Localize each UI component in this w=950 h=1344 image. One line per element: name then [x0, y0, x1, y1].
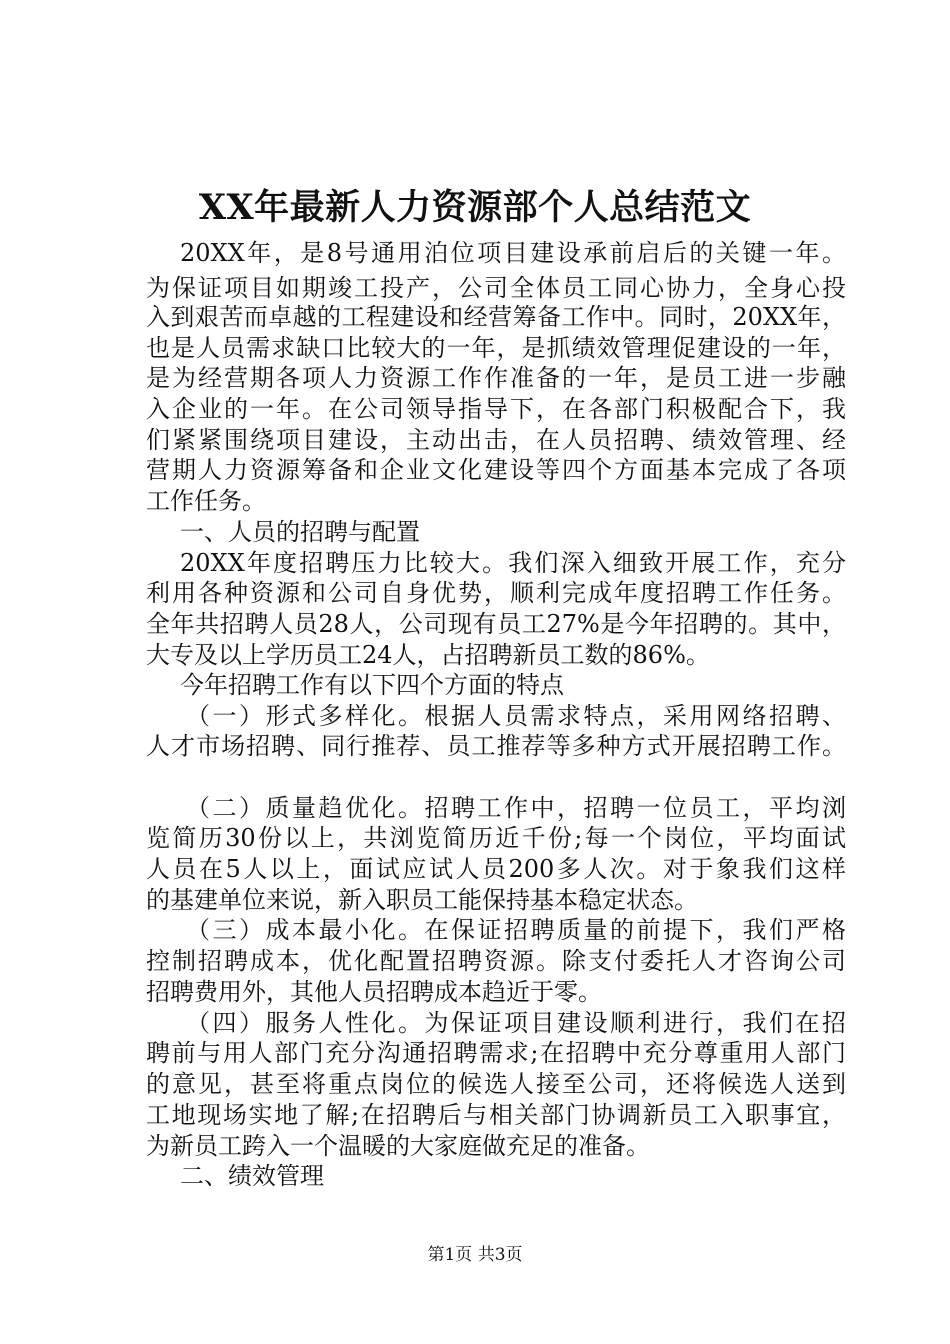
text-line: 是为经营期各项人力资源工作作准备的一年，是员工进一步融	[146, 364, 846, 392]
page-footer: 第1页 共3页	[427, 1245, 523, 1265]
text-line: （三）成本最小化。在保证招聘质量的前提下，我们严格	[186, 916, 846, 944]
text-line: 今年招聘工作有以下四个方面的特点	[180, 671, 564, 699]
text-line: 招聘费用外，其他人员招聘成本趋近于零。	[146, 978, 602, 1006]
text-line: 为新员工跨入一个温暖的大家庭做充足的准备。	[146, 1132, 650, 1160]
document-title: XX年最新人力资源部个人总结范文	[198, 187, 752, 228]
text-line: 的基建单位来说，新入职员工能保持基本稳定状态。	[146, 886, 698, 914]
text-line: 聘前与用人部门充分沟通招聘需求;在招聘中充分尊重用人部门	[146, 1039, 846, 1067]
text-line: 人员在5人以上，面试应试人员200多人次。对于象我们这样	[146, 855, 846, 883]
text-line: 览简历30份以上，共浏览简历近千份;每一个岗位，平均面试	[146, 824, 846, 852]
text-line: 们紧紧围绕项目建设，主动出击，在人员招聘、绩效管理、经	[146, 426, 846, 454]
section-heading: 二、绩效管理	[180, 1162, 324, 1190]
text-line: （二）质量趋优化。招聘工作中，招聘一位员工，平均浏	[186, 794, 846, 822]
text-line: 为保证项目如期竣工投产，公司全体员工同心协力，全身心投	[146, 274, 846, 302]
section-heading: 一、人员的招聘与配置	[180, 518, 420, 546]
text-line: 工作任务。	[146, 487, 266, 515]
text-line: （一）形式多样化。根据人员需求特点，采用网络招聘、	[186, 702, 846, 730]
text-line: 20XX年度招聘压力比较大。我们深入细致开展工作，充分	[180, 549, 846, 577]
text-line: 利用各种资源和公司自身优势，顺利完成年度招聘工作任务。	[146, 579, 846, 607]
text-line: 人才市场招聘、同行推荐、员工推荐等多种方式开展招聘工作。	[146, 732, 846, 760]
text-line: 全年共招聘人员28人，公司现有员工27%是今年招聘的。其中，	[146, 610, 846, 638]
text-line: 20XX年，是8号通用泊位项目建设承前启后的关键一年。	[180, 239, 846, 267]
text-line: 入到艰苦而卓越的工程建设和经营筹备工作中。同时，20XX年，	[146, 303, 846, 331]
text-line: 工地现场实地了解;在招聘后与相关部门协调新员工入职事宜，	[146, 1101, 846, 1129]
text-line: 控制招聘成本，优化配置招聘资源。除支付委托人才咨询公司	[146, 947, 846, 975]
text-line: 入企业的一年。在公司领导指导下，在各部门积极配合下，我	[146, 395, 846, 423]
text-line: 大专及以上学历员工24人，占招聘新员工数的86%。	[146, 641, 710, 669]
text-line: 也是人员需求缺口比较大的一年，是抓绩效管理促建设的一年，	[146, 334, 846, 362]
text-line: 营期人力资源筹备和企业文化建设等四个方面基本完成了各项	[146, 456, 846, 484]
text-line: 的意见，甚至将重点岗位的候选人接至公司，还将候选人送到	[146, 1070, 846, 1098]
text-line: （四）服务人性化。为保证项目建设顺利进行，我们在招	[186, 1009, 846, 1037]
